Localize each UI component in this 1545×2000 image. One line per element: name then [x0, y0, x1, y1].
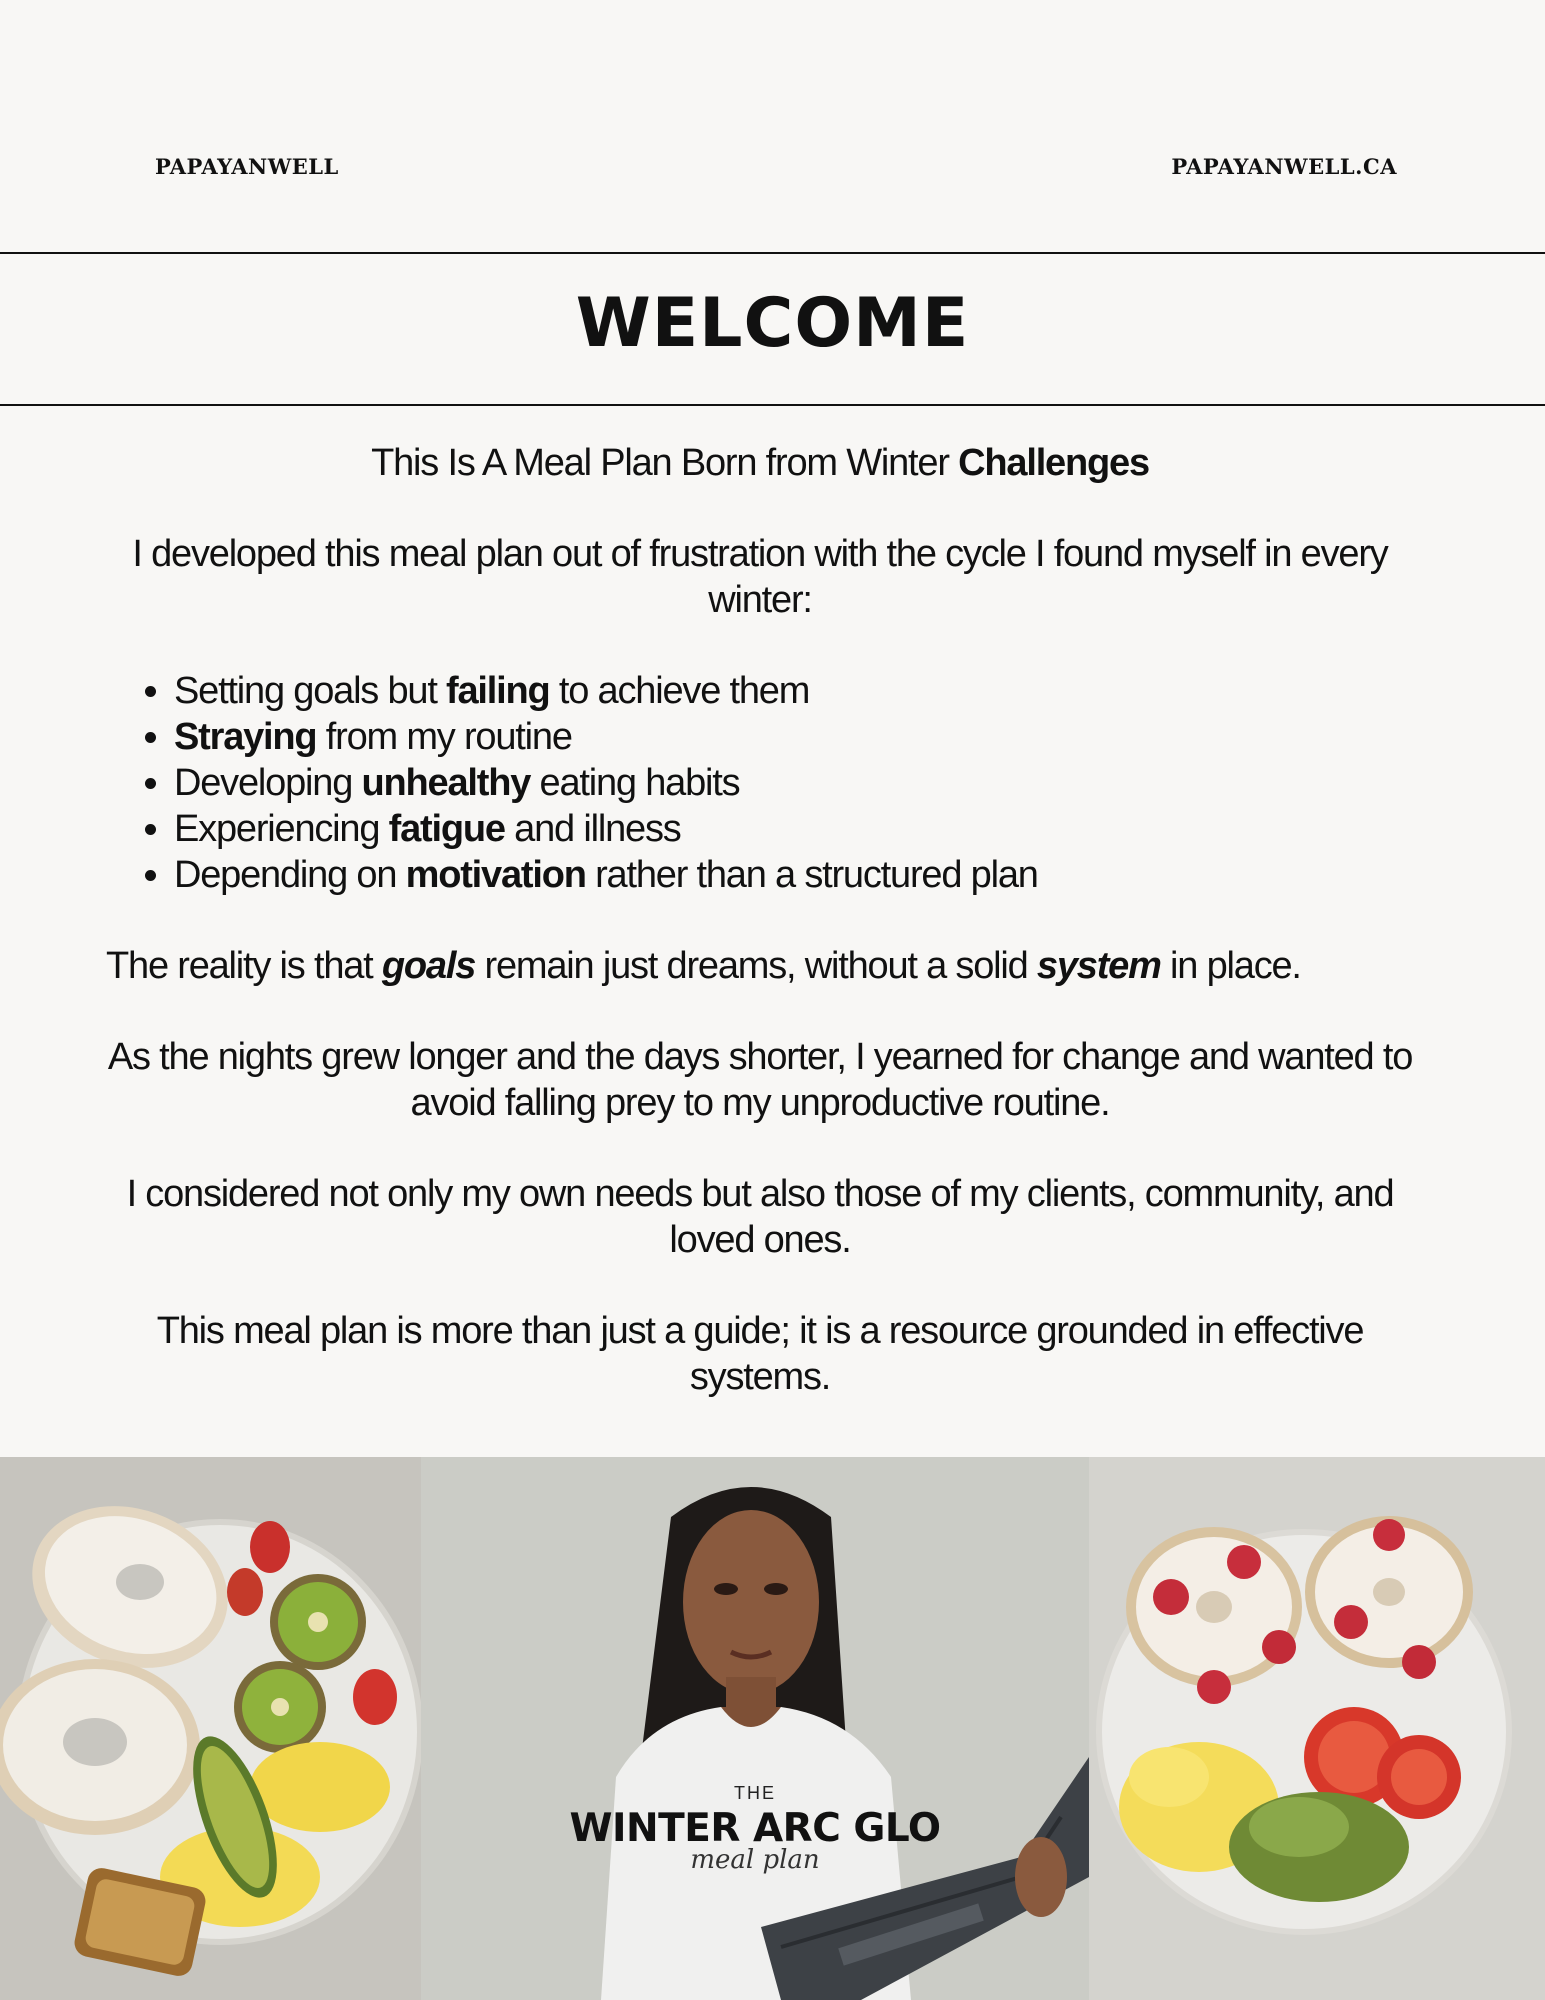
cover-subtitle: meal plan: [690, 1845, 820, 1875]
list-item: • Depending on motivation rather than a structured plan: [174, 852, 1420, 898]
list-item: • Straying from my routine: [174, 714, 1420, 760]
cover-the: THE: [734, 1783, 776, 1803]
resource-paragraph: This meal plan is more than just a guide; it is a resource grounded in effective systems.: [156, 1310, 1364, 1398]
intro-text: This Is A Meal Plan Born from Winter: [371, 442, 959, 484]
emphasis-goals: goals: [381, 945, 476, 987]
cover-photo: [421, 1457, 1089, 2000]
header: [0, 154, 1545, 184]
brand-name: PAPAYANWELL: [155, 154, 339, 179]
cover-title: WINTER ARC GLO: [569, 1806, 941, 1851]
nights-paragraph: As the nights grew longer and the days shorter, I yearned for change and wanted to avoid falling prey to my unproductive routine.: [107, 1036, 1413, 1124]
emphasis-system: system: [1036, 945, 1161, 987]
list-item: • Experiencing fatigue and illness: [174, 806, 1420, 852]
intro-bold: Challenges: [958, 442, 1149, 484]
welcome-body: [100, 440, 1420, 1445]
divider-top: [0, 252, 1545, 254]
frustration-paragraph: I developed this meal plan out of frustration with the cycle I found myself in every winter:: [132, 533, 1388, 621]
brand-website: PAPAYANWELL.CA: [1171, 154, 1397, 179]
breakfast-photo-right: [1089, 1457, 1545, 2000]
intro-heading: [100, 440, 1420, 486]
breakfast-photo-left: [0, 1457, 421, 2000]
considered-paragraph: I considered not only my own needs but also those of my clients, community, and loved ones.: [126, 1173, 1394, 1261]
list-item: • Setting goals but failing to achieve them: [174, 668, 1420, 714]
cover-title-block: [421, 1783, 1089, 1875]
challenges-list: [100, 668, 1420, 898]
list-item: • Developing unhealthy eating habits: [174, 760, 1420, 806]
divider-bottom: [0, 404, 1545, 406]
reality-paragraph: The reality is that goals remain just dreams, without a solid system in place.: [106, 945, 1301, 987]
photo-strip: [0, 1457, 1545, 2000]
page-title: WELCOME: [575, 284, 970, 363]
